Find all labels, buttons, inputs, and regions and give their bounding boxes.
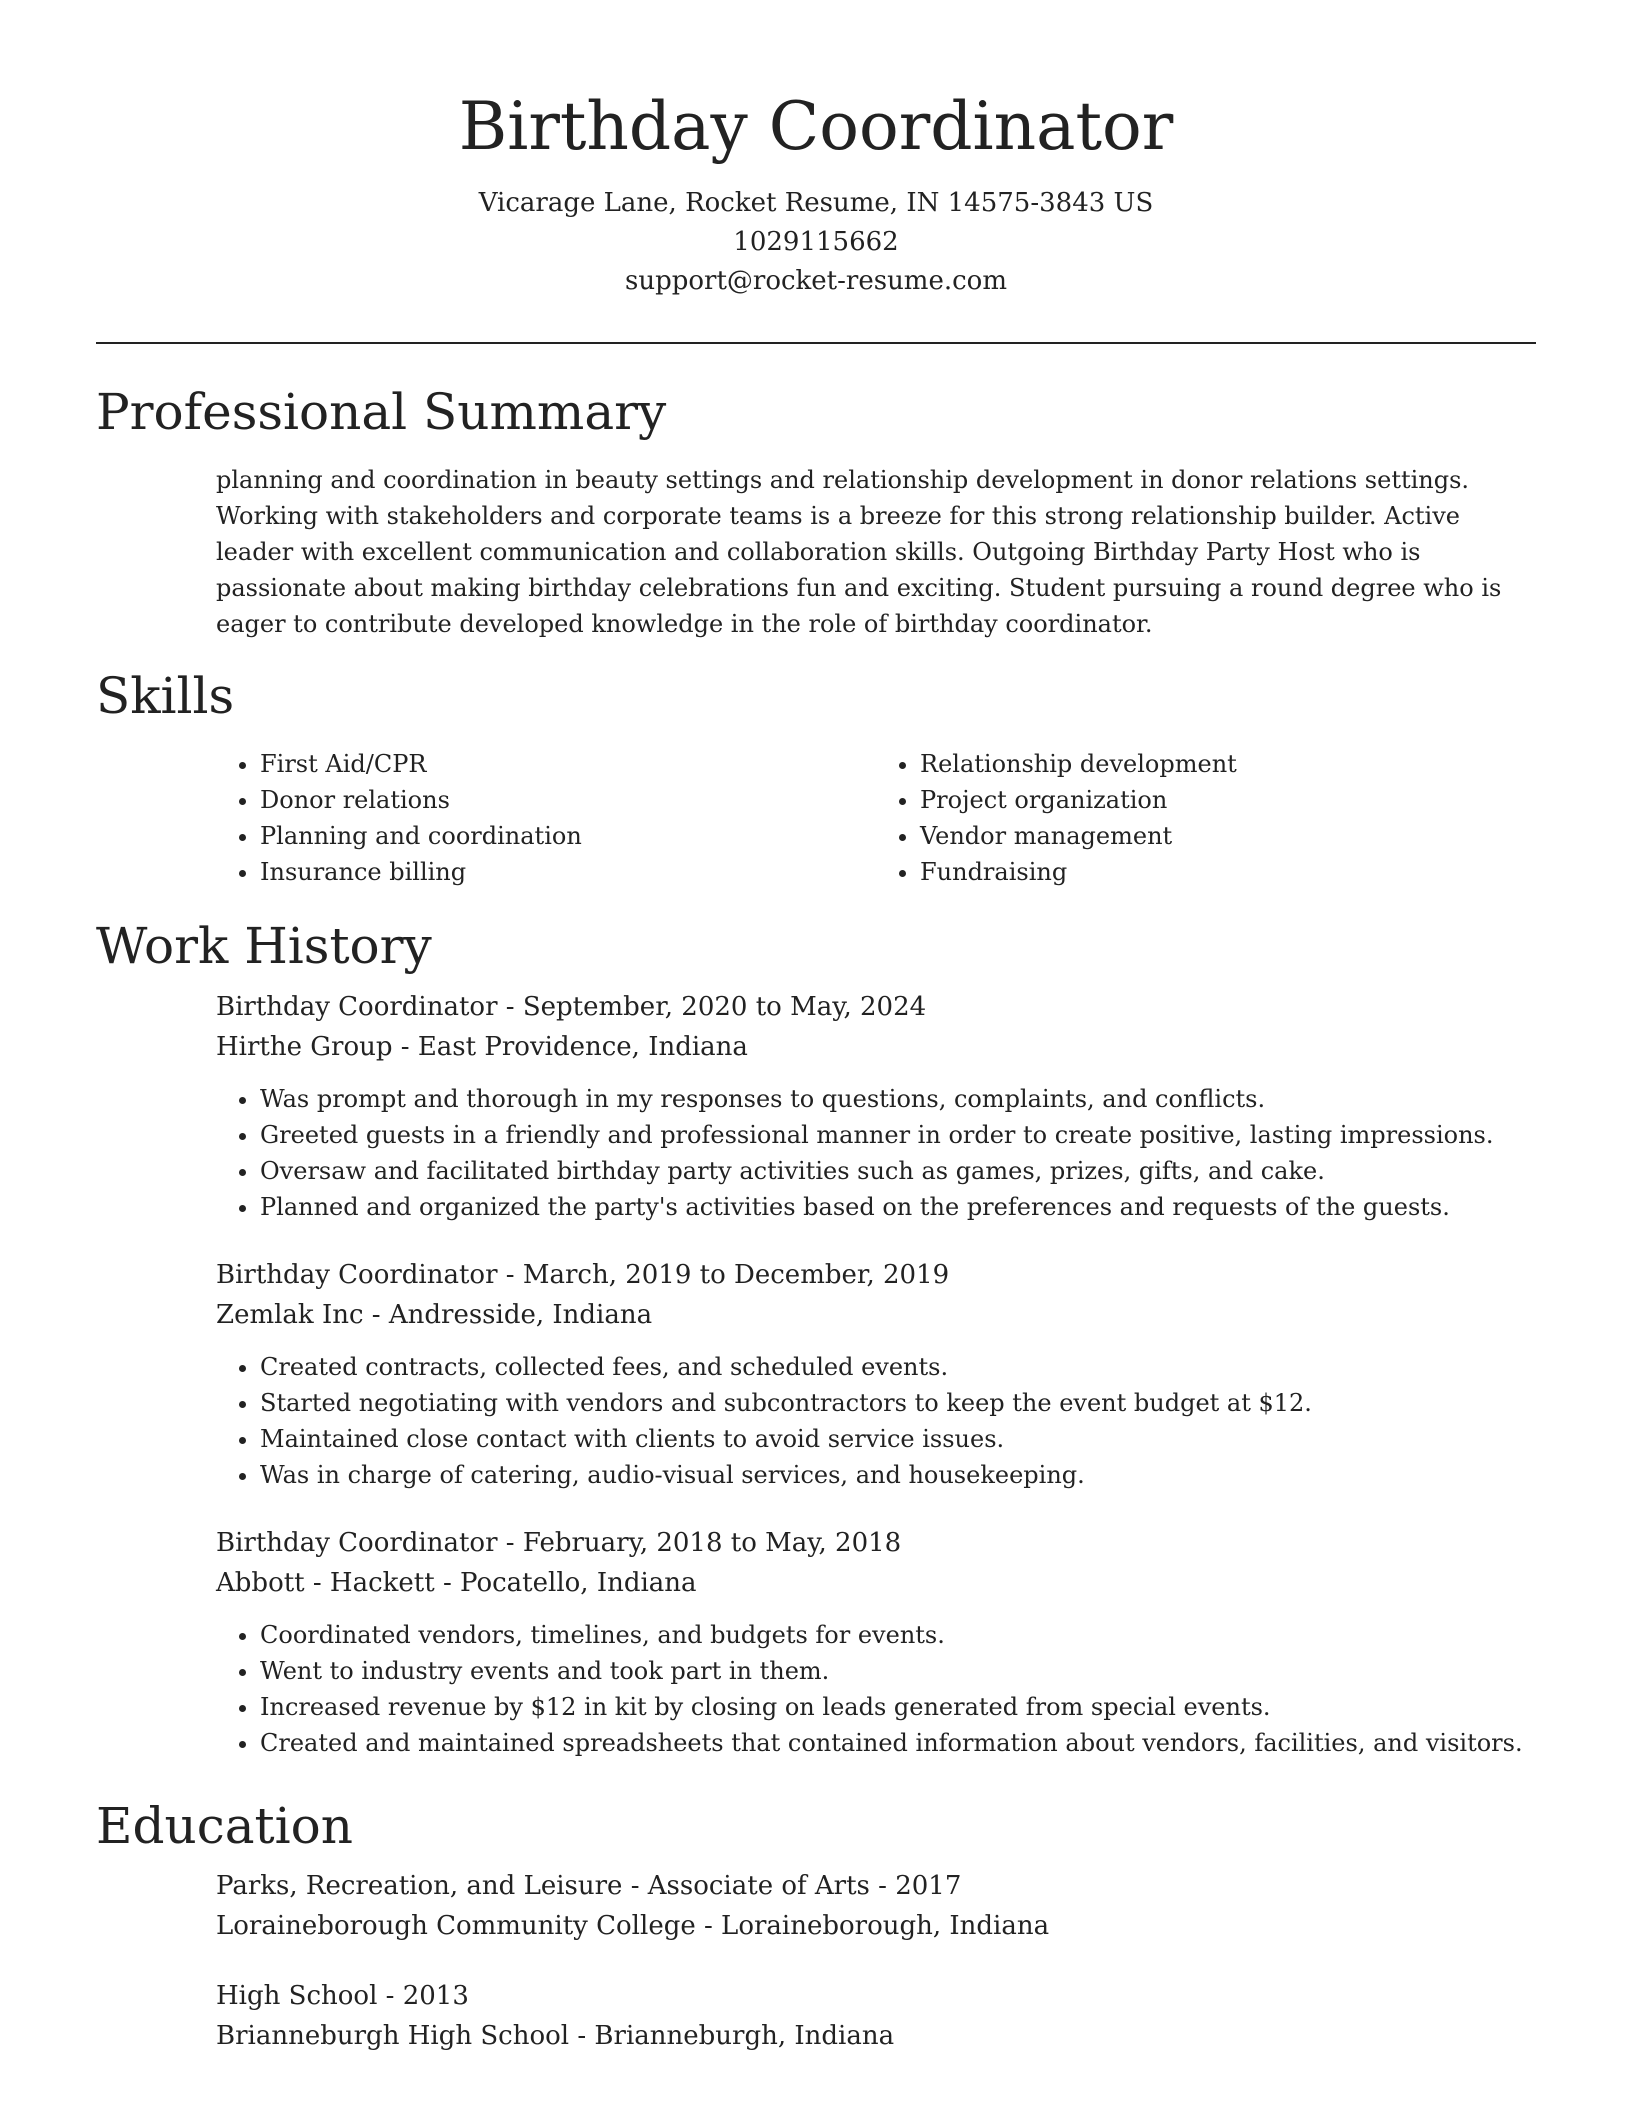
job-company-line <box>216 1563 1536 1603</box>
skills-heading: Skills <box>96 667 235 725</box>
education-degree-line <box>216 1976 1536 2016</box>
education-degree: High School <box>216 1981 378 2011</box>
job-company-line <box>216 1295 1536 1335</box>
education-school: Loraineborough Community College <box>216 1911 696 1941</box>
skills-column-right <box>876 746 1536 890</box>
contact-info <box>96 184 1536 301</box>
job-company-line <box>216 1027 1536 1067</box>
job-entry <box>216 1523 1536 1761</box>
job-bullets <box>216 1349 1536 1493</box>
job-bullets <box>216 1617 1536 1761</box>
job-title-line <box>216 1255 1536 1295</box>
job-dates: - February, 2018 to May, 2018 <box>497 1528 902 1558</box>
header-divider <box>96 342 1536 344</box>
education-entry <box>216 1976 1536 2056</box>
job-company: Hirthe Group <box>216 1032 393 1062</box>
job-bullet: • Oversaw and facilitated birthday party activities such as games, prizes, gifts, and cake. <box>260 1153 1536 1189</box>
education-location: - Brianneburgh, Indiana <box>569 2021 895 2051</box>
education-year: - 2013 <box>377 1981 469 2011</box>
job-position: Birthday Coordinator <box>216 992 498 1022</box>
education-degree-line <box>216 1866 1536 1906</box>
job-location: - Andresside, Indiana <box>363 1300 653 1330</box>
education-school-line <box>216 1906 1536 1946</box>
job-bullet: • Coordinated vendors, timelines, and budgets for events. <box>260 1617 1536 1653</box>
education-year: - 2017 <box>869 1871 962 1901</box>
education-entry <box>216 1866 1536 1946</box>
job-position: Birthday Coordinator <box>216 1528 498 1558</box>
skills-column-left <box>216 746 876 890</box>
job-title-line <box>216 1523 1536 1563</box>
job-bullet: • Planned and organized the party's activities based on the preferences and requests of the guests. <box>260 1189 1536 1225</box>
job-company: Abbott - Hackett <box>216 1568 435 1598</box>
candidate-name: Birthday Coordinator <box>458 88 1174 165</box>
education-school-line <box>216 2016 1536 2056</box>
work-history-heading: Work History <box>96 917 432 975</box>
education-school: Brianneburgh High School <box>216 2021 570 2051</box>
job-bullet: • Was prompt and thorough in my responses to questions, complaints, and conflicts. <box>260 1081 1536 1117</box>
job-bullet: • Greeted guests in a friendly and professional manner in order to create positive, lasting impressions. <box>260 1117 1536 1153</box>
summary-text: planning and coordination in beauty settings and relationship development in donor relations settings. Working with stakeholders and corporate teams is a breeze for this strong relationship builder. Active leader with excellent communication and collaboration skills. Outgoing Birthday Party Host who is passionate about making birthday celebrations fun and exciting. Student pursuing a round degree who is eager to contribute developed knowledge in the role of birthday coordinator. <box>216 466 1502 638</box>
job-bullet: • Was in charge of catering, audio-visual services, and housekeeping. <box>260 1457 1536 1493</box>
job-bullets <box>216 1081 1536 1225</box>
education-location: - Loraineborough, Indiana <box>695 1911 1050 1941</box>
job-bullet: • Created contracts, collected fees, and scheduled events. <box>260 1349 1536 1385</box>
skill-item: • Donor relations <box>260 782 876 818</box>
education-heading: Education <box>96 1797 353 1855</box>
job-bullet: • Created and maintained spreadsheets that contained information about vendors, facilities, and visitors. <box>260 1725 1536 1761</box>
job-dates: - September, 2020 to May, 2024 <box>497 992 927 1022</box>
summary-heading: Professional Summary <box>96 383 667 441</box>
job-position: Birthday Coordinator <box>216 1260 498 1290</box>
skill-item: • First Aid/CPR <box>260 746 876 782</box>
skill-item: • Planning and coordination <box>260 818 876 854</box>
resume-header <box>96 82 1536 301</box>
job-entry <box>216 987 1536 1225</box>
phone: 1029115662 <box>733 227 899 257</box>
job-title-line <box>216 987 1536 1027</box>
skill-item: • Vendor management <box>920 818 1536 854</box>
skill-item: • Insurance billing <box>260 854 876 890</box>
job-bullet: • Started negotiating with vendors and subcontractors to keep the event budget at $12. <box>260 1385 1536 1421</box>
job-location: - East Providence, Indiana <box>392 1032 748 1062</box>
job-bullet: • Maintained close contact with clients to avoid service issues. <box>260 1421 1536 1457</box>
education-degree: Parks, Recreation, and Leisure - Associate of Arts <box>216 1871 870 1901</box>
email: support@rocket-resume.com <box>624 266 1007 296</box>
job-entry <box>216 1255 1536 1493</box>
skill-item: • Project organization <box>920 782 1536 818</box>
skill-item: • Relationship development <box>920 746 1536 782</box>
address: Vicarage Lane, Rocket Resume, IN 14575-3843 US <box>478 188 1154 218</box>
job-location: - Pocatello, Indiana <box>434 1568 697 1598</box>
job-bullet: • Went to industry events and took part in them. <box>260 1653 1536 1689</box>
job-company: Zemlak Inc <box>216 1300 364 1330</box>
skill-item: • Fundraising <box>920 854 1536 890</box>
skills-list <box>216 746 1536 890</box>
job-dates: - March, 2019 to December, 2019 <box>497 1260 950 1290</box>
job-bullet: • Increased revenue by $12 in kit by closing on leads generated from special events. <box>260 1689 1536 1725</box>
